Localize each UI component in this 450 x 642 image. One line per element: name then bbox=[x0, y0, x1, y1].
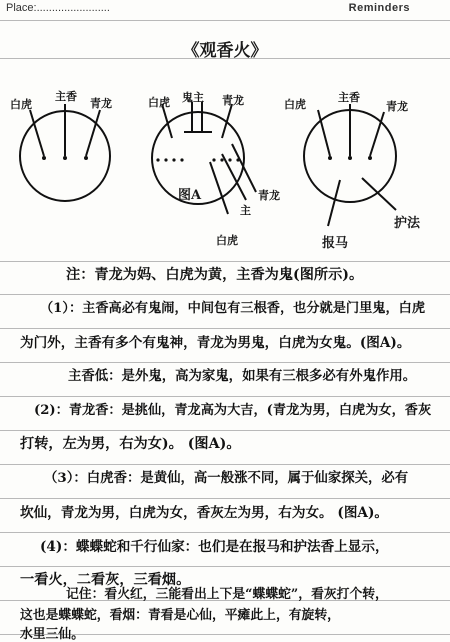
ruled-line bbox=[0, 532, 450, 533]
ruled-line bbox=[0, 464, 450, 465]
annotation-arrow bbox=[222, 154, 246, 200]
note-line-5: (2)：青龙香：是挑仙，青龙高为大吉，(青龙为男，白虎为女，香灰 bbox=[34, 403, 432, 418]
incense-stick-right bbox=[222, 104, 232, 138]
ruled-line bbox=[0, 566, 450, 567]
annotation-arrow bbox=[362, 178, 396, 210]
note-line-9: (4)：蝶蝶蛇和千行仙家：也们是在报马和护法香上显示， bbox=[40, 539, 389, 555]
ruled-line bbox=[0, 362, 450, 363]
ruled-line bbox=[0, 294, 450, 295]
note-line-13: 水里三仙。 bbox=[20, 627, 84, 642]
circle-2-left-label: 白虎 bbox=[148, 96, 170, 109]
ruled-line bbox=[0, 328, 450, 329]
note-line-2: （1）：主香高必有鬼闹，中间包有三根香，也分就是门里鬼，白虎 bbox=[40, 301, 426, 316]
ruled-line bbox=[0, 498, 450, 499]
circle-3-annotation-right: 护法 bbox=[394, 216, 421, 231]
reminders-label: Reminders bbox=[348, 2, 410, 14]
note-line-7: （3）：白虎香：是黄仙，高一般涨不同，属于仙家探关，必有 bbox=[44, 470, 409, 486]
circle-2-annotation-bottom: 白虎 bbox=[216, 234, 238, 247]
place-field: Place:........................ bbox=[6, 2, 110, 14]
note-line-6: 打转，左为男，右为女)。 (图A)。 bbox=[20, 436, 241, 452]
note-line-12: 这也是蝶蝶蛇，看烟：青看是心仙，平瘫此上，有旋转， bbox=[20, 608, 340, 623]
circle-2-center-label: 鬼主 bbox=[182, 91, 204, 104]
ruled-line bbox=[0, 430, 450, 431]
ruled-line bbox=[0, 20, 450, 21]
annotation-arrow bbox=[328, 180, 340, 226]
circle-2-right-label: 青龙 bbox=[222, 94, 244, 107]
circle-2-annotation-right: 青龙 bbox=[258, 189, 280, 202]
circle-1-right-label: 青龙 bbox=[90, 97, 112, 110]
note-line-1: 注：青龙为妈、白虎为黄，主香为鬼(图所示)。 bbox=[66, 267, 364, 283]
circle-3-left-label: 白虎 bbox=[284, 98, 306, 111]
circle-3-right-label: 青龙 bbox=[386, 100, 408, 113]
page-title: 《观香火》 bbox=[182, 41, 268, 61]
circle-3-center-label: 主香 bbox=[338, 91, 360, 104]
note-line-4: 主香低：是外鬼，高为家鬼，如果有三根多必有外鬼作用。 bbox=[68, 368, 417, 384]
circle-2-inner-label: 图A bbox=[178, 188, 202, 203]
note-line-11: 记住：看火红，三能看出上下是“蝶蝶蛇”，看灰打个转， bbox=[66, 587, 388, 602]
circle-1-left-label: 白虎 bbox=[10, 98, 32, 111]
note-line-10: 一看火，二看灰，三看烟。 bbox=[20, 572, 191, 588]
annotation-arrow bbox=[210, 162, 228, 214]
circle-2-annotation-center: 主 bbox=[240, 204, 251, 217]
circle-3-annotation-bottom: 报马 bbox=[322, 236, 349, 251]
note-line-3: 为门外，主香有多个有鬼神，青龙为男鬼，白虎为女鬼。(图A)。 bbox=[20, 335, 411, 351]
note-line-8: 坎仙，青龙为男，白虎为女，香灰左为男，右为女。 (图A)。 bbox=[20, 505, 388, 521]
circle-1-center-label: 主香 bbox=[55, 90, 77, 103]
ruled-line bbox=[0, 396, 450, 397]
page-header bbox=[0, 0, 450, 20]
